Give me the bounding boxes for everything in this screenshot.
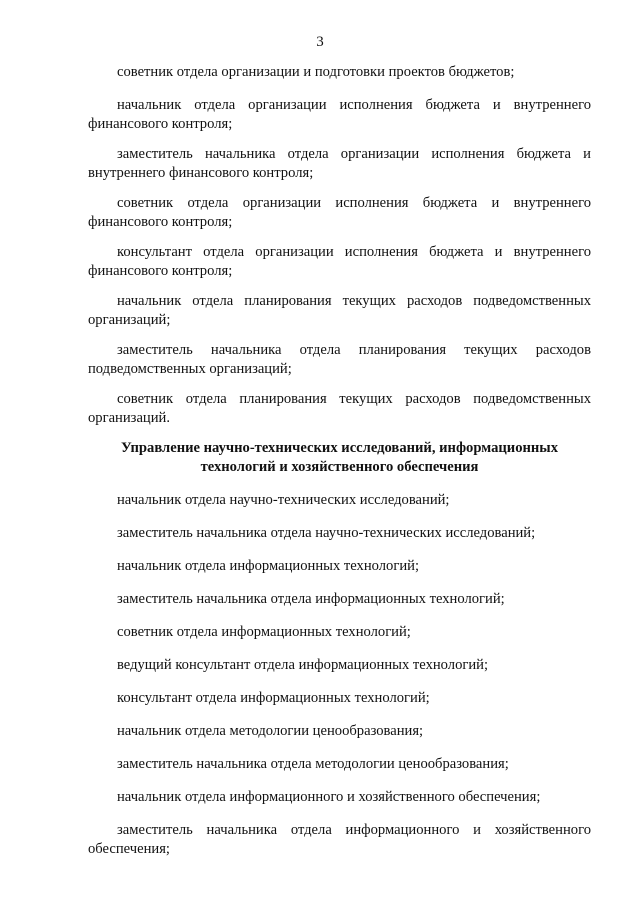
position-item: ведущий консультант отдела информационных технологий;: [117, 657, 489, 673]
position-item: заместитель начальника отдела планирования текущих расходов подведомственных организаций;: [88, 342, 591, 377]
position-item: советник отдела планирования текущих расходов подведомственных организаций.: [88, 391, 591, 426]
document-body: [88, 63, 591, 870]
position-item: начальник отдела информационного и хозяйственного обеспечения;: [117, 789, 541, 805]
position-item: начальник отдела информационных технологий;: [117, 558, 420, 574]
page-number: 3: [316, 34, 324, 50]
position-item: советник отдела организации и подготовки проектов бюджетов;: [117, 64, 515, 80]
position-item: консультант отдела информационных технологий;: [117, 690, 430, 706]
section-heading: [88, 439, 591, 477]
position-item: начальник отдела методологии ценообразования;: [117, 723, 424, 739]
position-item: заместитель начальника отдела информационного и хозяйственного обеспечения;: [88, 822, 591, 857]
position-item: советник отдела организации исполнения бюджета и внутреннего финансового контроля;: [88, 195, 591, 230]
section-heading-line: Управление научно-технических исследований, информационных: [121, 440, 558, 456]
position-item: заместитель начальника отдела информационных технологий;: [117, 591, 505, 607]
position-item: консультант отдела организации исполнения бюджета и внутреннего финансового контроля;: [88, 244, 591, 279]
section-heading-line: технологий и хозяйственного обеспечения: [200, 459, 479, 475]
position-item: начальник отдела научно-технических исследований;: [117, 492, 450, 508]
position-item: заместитель начальника отдела организации исполнения бюджета и внутреннего финансового контроля;: [88, 146, 591, 181]
position-item: начальник отдела планирования текущих расходов подведомственных организаций;: [88, 293, 591, 328]
position-item: начальник отдела организации исполнения бюджета и внутреннего финансового контроля;: [88, 97, 591, 132]
position-item: заместитель начальника отдела методологии ценообразования;: [117, 756, 509, 772]
position-item: советник отдела информационных технологий;: [117, 624, 411, 640]
position-item: заместитель начальника отдела научно-технических исследований;: [117, 525, 536, 541]
